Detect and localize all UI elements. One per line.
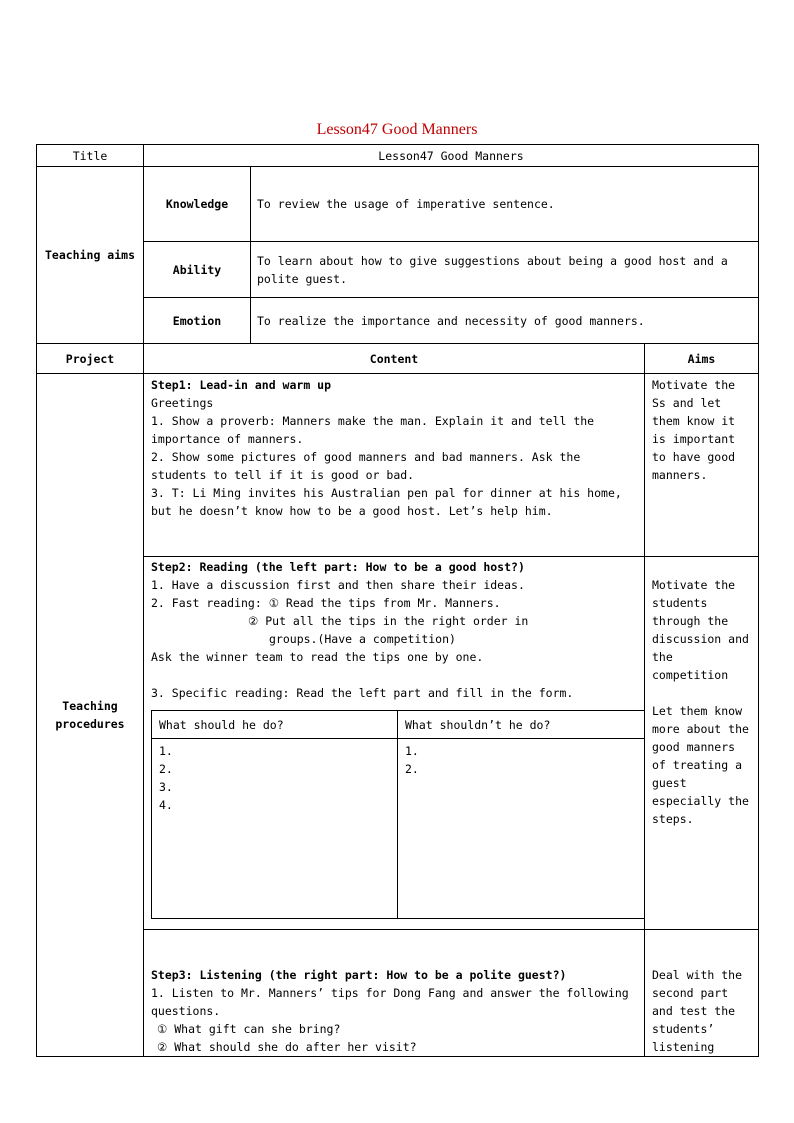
procedures-table (36, 343, 759, 1057)
form-cell-should (152, 739, 398, 919)
form-header-shouldnt: What shouldn’t he do? (398, 711, 645, 739)
aim-text-emotion: To realize the importance and necessity of good manners. (251, 298, 759, 344)
step1-aim: Motivate the Ss and let them know it is important to have good manners. (645, 374, 759, 557)
step1-title: Step1: Lead-in and warm up (151, 378, 332, 392)
aim-name-ability: Ability (144, 242, 251, 298)
aim-text-knowledge: To review the usage of imperative sentence. (251, 167, 759, 242)
title-label: Title (37, 145, 144, 167)
teaching-procedures-label (37, 374, 144, 1057)
step2-line: 3. Specific reading: Read the left part and fill in the form. (151, 686, 574, 700)
step2-aim-1: Motivate the students through the discussion and the competition (652, 578, 749, 682)
form-cell-shouldnt (398, 739, 645, 919)
aim-text-ability: To learn about how to give suggestions about being a good host and a polite guest. (251, 242, 759, 298)
step3-title: Step3: Listening (the right part: How to be a polite guest?) (151, 968, 567, 982)
step2-aims (645, 557, 759, 930)
aim-name-knowledge: Knowledge (144, 167, 251, 242)
step2-line: ② Put all the tips in the right order in (248, 614, 529, 628)
step2-line: 2. Fast reading: ① Read the tips from Mr. Manners. (151, 596, 501, 610)
step3-content (144, 930, 645, 1057)
content-header: Content (144, 344, 645, 374)
step1-content (144, 374, 645, 557)
step2-line: groups.(Have a competition) (269, 632, 456, 646)
aims-table (36, 144, 759, 344)
step1-line: 1. Show a proverb: Manners make the man. Explain it and tell the importance of manners. (151, 414, 595, 446)
step3-aim: Deal with the second part and test the students’ listening (645, 930, 759, 1057)
title-value: Lesson47 Good Manners (144, 145, 759, 167)
step2-aim-2: Let them know more about the good manners of treating a guest especially the steps. (652, 704, 749, 826)
form-item: 1. (159, 744, 173, 758)
step1-line: Greetings (151, 396, 214, 410)
form-header-should: What should he do? (152, 711, 398, 739)
step2-line: Ask the winner team to read the tips one by one. (151, 650, 484, 664)
form-item: 2. (405, 762, 419, 776)
step2-content (144, 557, 645, 930)
form-item: 1. (405, 744, 419, 758)
step3-question: ① What gift can she bring? (157, 1022, 341, 1036)
step3-line: 1. Listen to Mr. Manners’ tips for Dong Fang and answer the following questions. (151, 986, 629, 1018)
form-item: 3. (159, 780, 173, 794)
teaching-aims-label: Teaching aims (37, 167, 144, 344)
aims-header: Aims (645, 344, 759, 374)
step2-blank-line (151, 666, 638, 684)
project-header: Project (37, 344, 144, 374)
procedures-label-text: Teaching procedures (55, 699, 125, 731)
aim-spacer (652, 684, 754, 702)
document-title: Lesson47 Good Manners (316, 121, 478, 138)
step2-line: 1. Have a discussion first and then share their ideas. (151, 578, 525, 592)
step1-line: 3. T: Li Ming invites his Australian pen pal for dinner at his home, but he doesn’t know how to be a good host. Let’s help him. (151, 486, 622, 518)
form-item: 4. (159, 798, 173, 812)
step2-title: Step2: Reading (the left part: How to be a good host?) (151, 560, 525, 574)
aim-name-emotion: Emotion (144, 298, 251, 344)
step3-question: ② What should she do after her visit? (157, 1040, 417, 1054)
step1-line: 2. Show some pictures of good manners and bad manners. Ask the students to tell if it is good or bad. (151, 450, 581, 482)
form-item: 2. (159, 762, 173, 776)
reading-form (151, 710, 645, 919)
